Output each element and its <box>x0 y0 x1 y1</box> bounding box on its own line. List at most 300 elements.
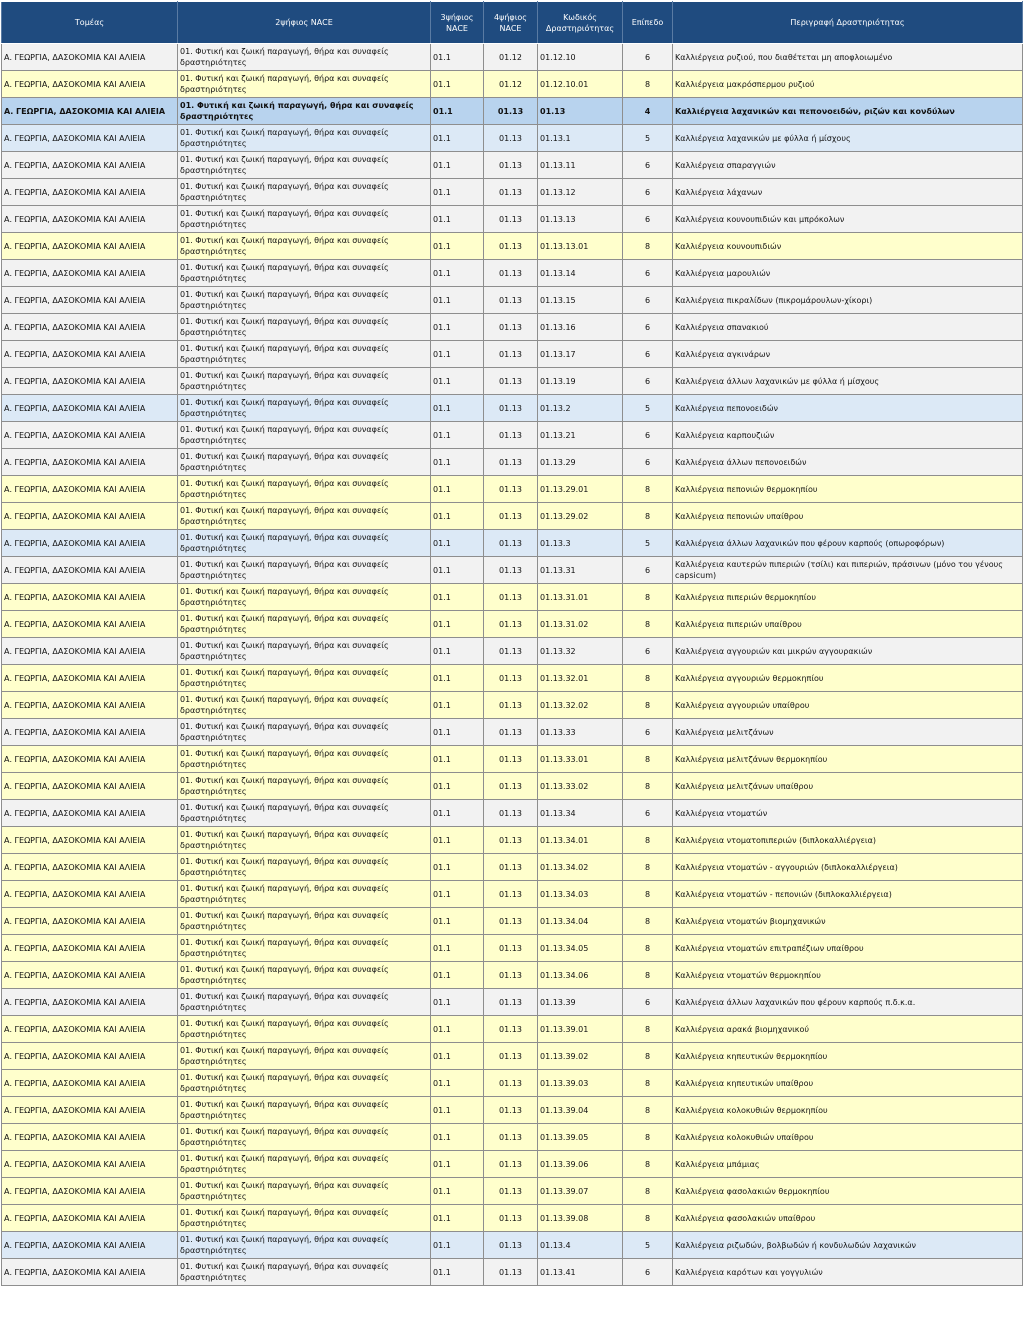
cell-sector[interactable]: Α. ΓΕΩΡΓΙΑ, ΔΑΣΟΚΟΜΙΑ ΚΑΙ ΑΛΙΕΙΑ <box>2 665 178 692</box>
cell-description[interactable]: Καλλιέργεια λαχανικών με φύλλα ή μίσχους <box>673 125 1023 152</box>
cell-sector[interactable]: Α. ΓΕΩΡΓΙΑ, ΔΑΣΟΚΟΜΙΑ ΚΑΙ ΑΛΙΕΙΑ <box>2 395 178 422</box>
cell-nace4[interactable]: 01.13 <box>484 449 538 476</box>
cell-level[interactable]: 6 <box>623 287 673 314</box>
cell-nace3[interactable]: 01.1 <box>431 773 484 800</box>
cell-nace4[interactable]: 01.13 <box>484 611 538 638</box>
cell-sector[interactable]: Α. ΓΕΩΡΓΙΑ, ΔΑΣΟΚΟΜΙΑ ΚΑΙ ΑΛΙΕΙΑ <box>2 71 178 98</box>
cell-sector[interactable]: Α. ΓΕΩΡΓΙΑ, ΔΑΣΟΚΟΜΙΑ ΚΑΙ ΑΛΙΕΙΑ <box>2 908 178 935</box>
cell-nace2[interactable]: 01. Φυτική και ζωική παραγωγή, θήρα και συναφείς δραστηριότητες <box>178 584 431 611</box>
cell-sector[interactable]: Α. ΓΕΩΡΓΙΑ, ΔΑΣΟΚΟΜΙΑ ΚΑΙ ΑΛΙΕΙΑ <box>2 773 178 800</box>
cell-level[interactable]: 5 <box>623 395 673 422</box>
cell-nace2[interactable]: 01. Φυτική και ζωική παραγωγή, θήρα και συναφείς δραστηριότητες <box>178 854 431 881</box>
cell-sector[interactable]: Α. ΓΕΩΡΓΙΑ, ΔΑΣΟΚΟΜΙΑ ΚΑΙ ΑΛΙΕΙΑ <box>2 1070 178 1097</box>
cell-nace4[interactable]: 01.13 <box>484 719 538 746</box>
cell-sector[interactable]: Α. ΓΕΩΡΓΙΑ, ΔΑΣΟΚΟΜΙΑ ΚΑΙ ΑΛΙΕΙΑ <box>2 98 178 125</box>
cell-code[interactable]: 01.13.34.01 <box>538 827 623 854</box>
cell-level[interactable]: 6 <box>623 260 673 287</box>
cell-level[interactable]: 8 <box>623 1097 673 1124</box>
cell-nace3[interactable]: 01.1 <box>431 692 484 719</box>
table-row[interactable] <box>2 719 1023 746</box>
cell-description[interactable]: Καλλιέργεια μπάμιας <box>673 1151 1023 1178</box>
cell-description[interactable]: Καλλιέργεια πεπονιών θερμοκηπίου <box>673 476 1023 503</box>
cell-code[interactable]: 01.13.13.01 <box>538 233 623 260</box>
cell-code[interactable]: 01.13.39.04 <box>538 1097 623 1124</box>
cell-sector[interactable]: Α. ΓΕΩΡΓΙΑ, ΔΑΣΟΚΟΜΙΑ ΚΑΙ ΑΛΙΕΙΑ <box>2 179 178 206</box>
cell-nace3[interactable]: 01.1 <box>431 1124 484 1151</box>
cell-nace4[interactable]: 01.12 <box>484 44 538 71</box>
cell-nace2[interactable]: 01. Φυτική και ζωική παραγωγή, θήρα και συναφείς δραστηριότητες <box>178 125 431 152</box>
cell-nace2[interactable]: 01. Φυτική και ζωική παραγωγή, θήρα και συναφείς δραστηριότητες <box>178 827 431 854</box>
cell-code[interactable]: 01.13.39.07 <box>538 1178 623 1205</box>
table-row[interactable] <box>2 557 1023 584</box>
cell-nace4[interactable]: 01.13 <box>484 98 538 125</box>
cell-sector[interactable]: Α. ΓΕΩΡΓΙΑ, ΔΑΣΟΚΟΜΙΑ ΚΑΙ ΑΛΙΕΙΑ <box>2 368 178 395</box>
cell-description[interactable]: Καλλιέργεια αγκινάρων <box>673 341 1023 368</box>
table-row[interactable] <box>2 341 1023 368</box>
cell-level[interactable]: 8 <box>623 962 673 989</box>
cell-nace4[interactable]: 01.13 <box>484 1178 538 1205</box>
cell-nace2[interactable]: 01. Φυτική και ζωική παραγωγή, θήρα και συναφείς δραστηριότητες <box>178 935 431 962</box>
cell-description[interactable]: Καλλιέργεια σπαραγγιών <box>673 152 1023 179</box>
cell-level[interactable]: 8 <box>623 692 673 719</box>
cell-code[interactable]: 01.13.32.02 <box>538 692 623 719</box>
table-row[interactable] <box>2 503 1023 530</box>
cell-nace4[interactable]: 01.13 <box>484 935 538 962</box>
cell-nace2[interactable]: 01. Φυτική και ζωική παραγωγή, θήρα και συναφείς δραστηριότητες <box>178 1016 431 1043</box>
cell-nace4[interactable]: 01.13 <box>484 530 538 557</box>
table-row[interactable] <box>2 827 1023 854</box>
cell-code[interactable]: 01.13.29 <box>538 449 623 476</box>
cell-code[interactable]: 01.13.31 <box>538 557 623 584</box>
cell-nace4[interactable]: 01.13 <box>484 557 538 584</box>
table-row[interactable] <box>2 1232 1023 1259</box>
cell-sector[interactable]: Α. ΓΕΩΡΓΙΑ, ΔΑΣΟΚΟΜΙΑ ΚΑΙ ΑΛΙΕΙΑ <box>2 314 178 341</box>
cell-level[interactable]: 8 <box>623 1124 673 1151</box>
cell-nace4[interactable]: 01.13 <box>484 989 538 1016</box>
cell-description[interactable]: Καλλιέργεια άλλων λαχανικών που φέρουν καρπούς π.δ.κ.α. <box>673 989 1023 1016</box>
cell-level[interactable]: 8 <box>623 233 673 260</box>
cell-code[interactable]: 01.13.39.06 <box>538 1151 623 1178</box>
cell-nace4[interactable]: 01.13 <box>484 476 538 503</box>
cell-code[interactable]: 01.13.34.03 <box>538 881 623 908</box>
cell-sector[interactable]: Α. ΓΕΩΡΓΙΑ, ΔΑΣΟΚΟΜΙΑ ΚΑΙ ΑΛΙΕΙΑ <box>2 1232 178 1259</box>
cell-code[interactable]: 01.13.32 <box>538 638 623 665</box>
cell-nace2[interactable]: 01. Φυτική και ζωική παραγωγή, θήρα και συναφείς δραστηριότητες <box>178 179 431 206</box>
cell-nace3[interactable]: 01.1 <box>431 476 484 503</box>
cell-description[interactable]: Καλλιέργεια άλλων λαχανικών που φέρουν καρπούς (οπωροφόρων) <box>673 530 1023 557</box>
cell-level[interactable]: 6 <box>623 44 673 71</box>
table-row[interactable] <box>2 395 1023 422</box>
cell-nace3[interactable]: 01.1 <box>431 125 484 152</box>
table-row[interactable] <box>2 233 1023 260</box>
table-row[interactable] <box>2 71 1023 98</box>
cell-code[interactable]: 01.13.17 <box>538 341 623 368</box>
cell-nace2[interactable]: 01. Φυτική και ζωική παραγωγή, θήρα και συναφείς δραστηριότητες <box>178 962 431 989</box>
cell-code[interactable]: 01.13.39.05 <box>538 1124 623 1151</box>
cell-description[interactable]: Καλλιέργεια ρυζιού, που διαθέτεται μη αποφλοιωμένο <box>673 44 1023 71</box>
cell-sector[interactable]: Α. ΓΕΩΡΓΙΑ, ΔΑΣΟΚΟΜΙΑ ΚΑΙ ΑΛΙΕΙΑ <box>2 422 178 449</box>
cell-level[interactable]: 8 <box>623 908 673 935</box>
cell-nace4[interactable]: 01.13 <box>484 395 538 422</box>
cell-nace2[interactable]: 01. Φυτική και ζωική παραγωγή, θήρα και συναφείς δραστηριότητες <box>178 395 431 422</box>
cell-code[interactable]: 01.13.21 <box>538 422 623 449</box>
cell-nace3[interactable]: 01.1 <box>431 287 484 314</box>
cell-nace2[interactable]: 01. Φυτική και ζωική παραγωγή, θήρα και συναφείς δραστηριότητες <box>178 1124 431 1151</box>
cell-level[interactable]: 6 <box>623 557 673 584</box>
cell-nace4[interactable]: 01.13 <box>484 1259 538 1286</box>
cell-nace3[interactable]: 01.1 <box>431 530 484 557</box>
cell-level[interactable]: 6 <box>623 179 673 206</box>
cell-nace4[interactable]: 01.13 <box>484 1151 538 1178</box>
cell-code[interactable]: 01.13.31.02 <box>538 611 623 638</box>
cell-level[interactable]: 8 <box>623 935 673 962</box>
cell-sector[interactable]: Α. ΓΕΩΡΓΙΑ, ΔΑΣΟΚΟΜΙΑ ΚΑΙ ΑΛΙΕΙΑ <box>2 827 178 854</box>
table-row[interactable] <box>2 287 1023 314</box>
cell-sector[interactable]: Α. ΓΕΩΡΓΙΑ, ΔΑΣΟΚΟΜΙΑ ΚΑΙ ΑΛΙΕΙΑ <box>2 1151 178 1178</box>
cell-description[interactable]: Καλλιέργεια αγγουριών θερμοκηπίου <box>673 665 1023 692</box>
cell-code[interactable]: 01.13.39.03 <box>538 1070 623 1097</box>
cell-level[interactable]: 6 <box>623 638 673 665</box>
cell-nace4[interactable]: 01.13 <box>484 908 538 935</box>
cell-description[interactable]: Καλλιέργεια ντοματών θερμοκηπίου <box>673 962 1023 989</box>
cell-code[interactable]: 01.12.10 <box>538 44 623 71</box>
cell-nace3[interactable]: 01.1 <box>431 368 484 395</box>
cell-description[interactable]: Καλλιέργεια σπανακιού <box>673 314 1023 341</box>
cell-code[interactable]: 01.13.19 <box>538 368 623 395</box>
cell-description[interactable]: Καλλιέργεια λάχανων <box>673 179 1023 206</box>
cell-description[interactable]: Καλλιέργεια κουνουπιδιών <box>673 233 1023 260</box>
cell-level[interactable]: 6 <box>623 341 673 368</box>
cell-nace3[interactable]: 01.1 <box>431 746 484 773</box>
cell-description[interactable]: Καλλιέργεια μαρουλιών <box>673 260 1023 287</box>
cell-nace4[interactable]: 01.13 <box>484 1043 538 1070</box>
cell-description[interactable]: Καλλιέργεια καρπουζιών <box>673 422 1023 449</box>
cell-level[interactable]: 8 <box>623 881 673 908</box>
cell-sector[interactable]: Α. ΓΕΩΡΓΙΑ, ΔΑΣΟΚΟΜΙΑ ΚΑΙ ΑΛΙΕΙΑ <box>2 44 178 71</box>
cell-description[interactable]: Καλλιέργεια κηπευτικών υπαίθρου <box>673 1070 1023 1097</box>
cell-description[interactable]: Καλλιέργεια μελιτζάνων υπαίθρου <box>673 773 1023 800</box>
col-header-code[interactable]: Κωδικός Δραστηριότητας <box>538 2 623 44</box>
table-row[interactable] <box>2 44 1023 71</box>
table-row[interactable] <box>2 800 1023 827</box>
cell-nace4[interactable]: 01.13 <box>484 341 538 368</box>
cell-level[interactable]: 6 <box>623 314 673 341</box>
cell-nace3[interactable]: 01.1 <box>431 1232 484 1259</box>
cell-level[interactable]: 6 <box>623 449 673 476</box>
cell-sector[interactable]: Α. ΓΕΩΡΓΙΑ, ΔΑΣΟΚΟΜΙΑ ΚΑΙ ΑΛΙΕΙΑ <box>2 152 178 179</box>
table-row[interactable] <box>2 422 1023 449</box>
cell-nace4[interactable]: 01.13 <box>484 800 538 827</box>
cell-sector[interactable]: Α. ΓΕΩΡΓΙΑ, ΔΑΣΟΚΟΜΙΑ ΚΑΙ ΑΛΙΕΙΑ <box>2 287 178 314</box>
table-row[interactable] <box>2 179 1023 206</box>
cell-description[interactable]: Καλλιέργεια αγγουριών και μικρών αγγουρακιών <box>673 638 1023 665</box>
cell-nace3[interactable]: 01.1 <box>431 449 484 476</box>
cell-nace4[interactable]: 01.13 <box>484 1124 538 1151</box>
table-row[interactable] <box>2 1043 1023 1070</box>
cell-nace2[interactable]: 01. Φυτική και ζωική παραγωγή, θήρα και συναφείς δραστηριότητες <box>178 638 431 665</box>
cell-nace2[interactable]: 01. Φυτική και ζωική παραγωγή, θήρα και συναφείς δραστηριότητες <box>178 1151 431 1178</box>
cell-nace3[interactable]: 01.1 <box>431 233 484 260</box>
cell-nace4[interactable]: 01.13 <box>484 584 538 611</box>
cell-level[interactable]: 8 <box>623 584 673 611</box>
cell-level[interactable]: 8 <box>623 665 673 692</box>
cell-sector[interactable]: Α. ΓΕΩΡΓΙΑ, ΔΑΣΟΚΟΜΙΑ ΚΑΙ ΑΛΙΕΙΑ <box>2 503 178 530</box>
cell-nace3[interactable]: 01.1 <box>431 341 484 368</box>
cell-nace4[interactable]: 01.13 <box>484 1070 538 1097</box>
cell-nace2[interactable]: 01. Φυτική και ζωική παραγωγή, θήρα και συναφείς δραστηριότητες <box>178 746 431 773</box>
table-row[interactable] <box>2 1205 1023 1232</box>
table-row[interactable] <box>2 314 1023 341</box>
cell-nace3[interactable]: 01.1 <box>431 71 484 98</box>
cell-level[interactable]: 8 <box>623 854 673 881</box>
cell-sector[interactable]: Α. ΓΕΩΡΓΙΑ, ΔΑΣΟΚΟΜΙΑ ΚΑΙ ΑΛΙΕΙΑ <box>2 476 178 503</box>
cell-description[interactable]: Καλλιέργεια άλλων λαχανικών με φύλλα ή μίσχους <box>673 368 1023 395</box>
cell-description[interactable]: Καλλιέργεια καυτερών πιπεριών (τσίλι) και πιπεριών, πράσινων (μόνο του γένους capsicum) <box>673 557 1023 584</box>
cell-code[interactable]: 01.13.12 <box>538 179 623 206</box>
cell-code[interactable]: 01.13.34.06 <box>538 962 623 989</box>
cell-nace4[interactable]: 01.13 <box>484 260 538 287</box>
cell-nace3[interactable]: 01.1 <box>431 1151 484 1178</box>
cell-sector[interactable]: Α. ΓΕΩΡΓΙΑ, ΔΑΣΟΚΟΜΙΑ ΚΑΙ ΑΛΙΕΙΑ <box>2 233 178 260</box>
cell-nace4[interactable]: 01.13 <box>484 125 538 152</box>
cell-nace2[interactable]: 01. Φυτική και ζωική παραγωγή, θήρα και συναφείς δραστηριότητες <box>178 233 431 260</box>
col-header-level[interactable]: Επίπεδο <box>623 2 673 44</box>
cell-nace4[interactable]: 01.13 <box>484 638 538 665</box>
cell-nace3[interactable]: 01.1 <box>431 98 484 125</box>
cell-nace2[interactable]: 01. Φυτική και ζωική παραγωγή, θήρα και συναφείς δραστηριότητες <box>178 314 431 341</box>
cell-nace3[interactable]: 01.1 <box>431 206 484 233</box>
cell-description[interactable]: Καλλιέργεια ντοματών επιτραπέζιων υπαίθρου <box>673 935 1023 962</box>
cell-level[interactable]: 8 <box>623 1043 673 1070</box>
cell-description[interactable]: Καλλιέργεια πιπεριών υπαίθρου <box>673 611 1023 638</box>
cell-code[interactable]: 01.13.34.05 <box>538 935 623 962</box>
cell-level[interactable]: 8 <box>623 773 673 800</box>
cell-level[interactable]: 8 <box>623 1016 673 1043</box>
cell-description[interactable]: Καλλιέργεια κουνουπιδιών και μπρόκολων <box>673 206 1023 233</box>
cell-nace2[interactable]: 01. Φυτική και ζωική παραγωγή, θήρα και συναφείς δραστηριότητες <box>178 692 431 719</box>
cell-description[interactable]: Καλλιέργεια πιπεριών θερμοκηπίου <box>673 584 1023 611</box>
table-row[interactable] <box>2 989 1023 1016</box>
cell-nace4[interactable]: 01.13 <box>484 773 538 800</box>
cell-nace4[interactable]: 01.13 <box>484 179 538 206</box>
cell-description[interactable]: Καλλιέργεια ντοματών βιομηχανικών <box>673 908 1023 935</box>
table-row[interactable] <box>2 1124 1023 1151</box>
cell-sector[interactable]: Α. ΓΕΩΡΓΙΑ, ΔΑΣΟΚΟΜΙΑ ΚΑΙ ΑΛΙΕΙΑ <box>2 1016 178 1043</box>
table-row[interactable] <box>2 1178 1023 1205</box>
cell-code[interactable]: 01.13.15 <box>538 287 623 314</box>
cell-level[interactable]: 6 <box>623 989 673 1016</box>
table-row[interactable] <box>2 962 1023 989</box>
table-row[interactable] <box>2 935 1023 962</box>
cell-nace4[interactable]: 01.13 <box>484 665 538 692</box>
cell-level[interactable]: 5 <box>623 125 673 152</box>
cell-description[interactable]: Καλλιέργεια ντοματών - αγγουριών (διπλοκαλλιέργεια) <box>673 854 1023 881</box>
cell-nace2[interactable]: 01. Φυτική και ζωική παραγωγή, θήρα και συναφείς δραστηριότητες <box>178 287 431 314</box>
cell-sector[interactable]: Α. ΓΕΩΡΓΙΑ, ΔΑΣΟΚΟΜΙΑ ΚΑΙ ΑΛΙΕΙΑ <box>2 611 178 638</box>
cell-description[interactable]: Καλλιέργεια άλλων πεπονοειδών <box>673 449 1023 476</box>
cell-nace3[interactable]: 01.1 <box>431 800 484 827</box>
cell-sector[interactable]: Α. ΓΕΩΡΓΙΑ, ΔΑΣΟΚΟΜΙΑ ΚΑΙ ΑΛΙΕΙΑ <box>2 989 178 1016</box>
cell-description[interactable]: Καλλιέργεια φασολακιών υπαίθρου <box>673 1205 1023 1232</box>
cell-description[interactable]: Καλλιέργεια ντοματών - πεπονιών (διπλοκαλλιέργεια) <box>673 881 1023 908</box>
table-row[interactable] <box>2 152 1023 179</box>
cell-nace3[interactable]: 01.1 <box>431 503 484 530</box>
cell-sector[interactable]: Α. ΓΕΩΡΓΙΑ, ΔΑΣΟΚΟΜΙΑ ΚΑΙ ΑΛΙΕΙΑ <box>2 1043 178 1070</box>
cell-nace2[interactable]: 01. Φυτική και ζωική παραγωγή, θήρα και συναφείς δραστηριότητες <box>178 98 431 125</box>
cell-nace2[interactable]: 01. Φυτική και ζωική παραγωγή, θήρα και συναφείς δραστηριότητες <box>178 665 431 692</box>
cell-code[interactable]: 01.13.16 <box>538 314 623 341</box>
cell-description[interactable]: Καλλιέργεια πεπονιών υπαίθρου <box>673 503 1023 530</box>
table-row[interactable] <box>2 881 1023 908</box>
cell-nace4[interactable]: 01.13 <box>484 881 538 908</box>
cell-sector[interactable]: Α. ΓΕΩΡΓΙΑ, ΔΑΣΟΚΟΜΙΑ ΚΑΙ ΑΛΙΕΙΑ <box>2 1178 178 1205</box>
cell-nace3[interactable]: 01.1 <box>431 989 484 1016</box>
cell-nace3[interactable]: 01.1 <box>431 1070 484 1097</box>
table-row[interactable] <box>2 530 1023 557</box>
cell-nace4[interactable]: 01.13 <box>484 206 538 233</box>
cell-sector[interactable]: Α. ΓΕΩΡΓΙΑ, ΔΑΣΟΚΟΜΙΑ ΚΑΙ ΑΛΙΕΙΑ <box>2 692 178 719</box>
table-row[interactable] <box>2 746 1023 773</box>
cell-sector[interactable]: Α. ΓΕΩΡΓΙΑ, ΔΑΣΟΚΟΜΙΑ ΚΑΙ ΑΛΙΕΙΑ <box>2 449 178 476</box>
cell-description[interactable]: Καλλιέργεια πικραλίδων (πικρομάρουλων-χίκορι) <box>673 287 1023 314</box>
cell-nace3[interactable]: 01.1 <box>431 827 484 854</box>
cell-nace4[interactable]: 01.13 <box>484 827 538 854</box>
cell-nace3[interactable]: 01.1 <box>431 1043 484 1070</box>
cell-code[interactable]: 01.13.39.08 <box>538 1205 623 1232</box>
cell-nace3[interactable]: 01.1 <box>431 638 484 665</box>
cell-nace4[interactable]: 01.13 <box>484 287 538 314</box>
cell-level[interactable]: 8 <box>623 746 673 773</box>
cell-code[interactable]: 01.13.29.01 <box>538 476 623 503</box>
cell-nace4[interactable]: 01.12 <box>484 71 538 98</box>
cell-description[interactable]: Καλλιέργεια μελιτζάνων θερμοκηπίου <box>673 746 1023 773</box>
table-row[interactable] <box>2 476 1023 503</box>
table-row[interactable] <box>2 908 1023 935</box>
cell-description[interactable]: Καλλιέργεια πεπονοειδών <box>673 395 1023 422</box>
table-row[interactable] <box>2 692 1023 719</box>
cell-code[interactable]: 01.13.11 <box>538 152 623 179</box>
cell-code[interactable]: 01.13.34.02 <box>538 854 623 881</box>
cell-nace4[interactable]: 01.13 <box>484 503 538 530</box>
cell-code[interactable]: 01.13.3 <box>538 530 623 557</box>
cell-sector[interactable]: Α. ΓΕΩΡΓΙΑ, ΔΑΣΟΚΟΜΙΑ ΚΑΙ ΑΛΙΕΙΑ <box>2 1097 178 1124</box>
cell-nace4[interactable]: 01.13 <box>484 422 538 449</box>
cell-code[interactable]: 01.13.39 <box>538 989 623 1016</box>
cell-nace2[interactable]: 01. Φυτική και ζωική παραγωγή, θήρα και συναφείς δραστηριότητες <box>178 773 431 800</box>
cell-description[interactable]: Καλλιέργεια κηπευτικών θερμοκηπίου <box>673 1043 1023 1070</box>
cell-sector[interactable]: Α. ΓΕΩΡΓΙΑ, ΔΑΣΟΚΟΜΙΑ ΚΑΙ ΑΛΙΕΙΑ <box>2 1124 178 1151</box>
cell-nace3[interactable]: 01.1 <box>431 854 484 881</box>
cell-sector[interactable]: Α. ΓΕΩΡΓΙΑ, ΔΑΣΟΚΟΜΙΑ ΚΑΙ ΑΛΙΕΙΑ <box>2 719 178 746</box>
cell-level[interactable]: 8 <box>623 827 673 854</box>
cell-nace2[interactable]: 01. Φυτική και ζωική παραγωγή, θήρα και συναφείς δραστηριότητες <box>178 341 431 368</box>
cell-level[interactable]: 6 <box>623 800 673 827</box>
cell-code[interactable]: 01.13.39.01 <box>538 1016 623 1043</box>
cell-nace3[interactable]: 01.1 <box>431 1205 484 1232</box>
cell-nace3[interactable]: 01.1 <box>431 908 484 935</box>
cell-nace2[interactable]: 01. Φυτική και ζωική παραγωγή, θήρα και συναφείς δραστηριότητες <box>178 152 431 179</box>
cell-code[interactable]: 01.12.10.01 <box>538 71 623 98</box>
cell-level[interactable]: 8 <box>623 1178 673 1205</box>
cell-level[interactable]: 6 <box>623 206 673 233</box>
cell-level[interactable]: 4 <box>623 98 673 125</box>
cell-description[interactable]: Καλλιέργεια μελιτζάνων <box>673 719 1023 746</box>
cell-nace4[interactable]: 01.13 <box>484 854 538 881</box>
table-row[interactable] <box>2 665 1023 692</box>
cell-nace3[interactable]: 01.1 <box>431 395 484 422</box>
cell-sector[interactable]: Α. ΓΕΩΡΓΙΑ, ΔΑΣΟΚΟΜΙΑ ΚΑΙ ΑΛΙΕΙΑ <box>2 206 178 233</box>
cell-nace4[interactable]: 01.13 <box>484 1205 538 1232</box>
cell-level[interactable]: 5 <box>623 530 673 557</box>
cell-sector[interactable]: Α. ΓΕΩΡΓΙΑ, ΔΑΣΟΚΟΜΙΑ ΚΑΙ ΑΛΙΕΙΑ <box>2 962 178 989</box>
col-header-description[interactable]: Περιγραφή Δραστηριότητας <box>673 2 1023 44</box>
table-row[interactable] <box>2 611 1023 638</box>
cell-sector[interactable]: Α. ΓΕΩΡΓΙΑ, ΔΑΣΟΚΟΜΙΑ ΚΑΙ ΑΛΙΕΙΑ <box>2 125 178 152</box>
cell-level[interactable]: 6 <box>623 719 673 746</box>
cell-code[interactable]: 01.13.13 <box>538 206 623 233</box>
cell-level[interactable]: 8 <box>623 1151 673 1178</box>
cell-nace2[interactable]: 01. Φυτική και ζωική παραγωγή, θήρα και συναφείς δραστηριότητες <box>178 800 431 827</box>
table-row[interactable] <box>2 125 1023 152</box>
cell-nace3[interactable]: 01.1 <box>431 665 484 692</box>
cell-nace3[interactable]: 01.1 <box>431 260 484 287</box>
cell-nace3[interactable]: 01.1 <box>431 962 484 989</box>
table-row[interactable] <box>2 368 1023 395</box>
cell-nace3[interactable]: 01.1 <box>431 44 484 71</box>
cell-nace4[interactable]: 01.13 <box>484 314 538 341</box>
cell-nace2[interactable]: 01. Φυτική και ζωική παραγωγή, θήρα και συναφείς δραστηριότητες <box>178 260 431 287</box>
cell-level[interactable]: 8 <box>623 71 673 98</box>
cell-code[interactable]: 01.13.32.01 <box>538 665 623 692</box>
cell-nace4[interactable]: 01.13 <box>484 746 538 773</box>
table-row[interactable] <box>2 1259 1023 1286</box>
cell-nace3[interactable]: 01.1 <box>431 1178 484 1205</box>
table-row[interactable] <box>2 1151 1023 1178</box>
cell-description[interactable]: Καλλιέργεια καρότων και γογγυλιών <box>673 1259 1023 1286</box>
cell-code[interactable]: 01.13.14 <box>538 260 623 287</box>
cell-description[interactable]: Καλλιέργεια κολοκυθιών υπαίθρου <box>673 1124 1023 1151</box>
cell-nace3[interactable]: 01.1 <box>431 179 484 206</box>
cell-sector[interactable]: Α. ΓΕΩΡΓΙΑ, ΔΑΣΟΚΟΜΙΑ ΚΑΙ ΑΛΙΕΙΑ <box>2 881 178 908</box>
cell-nace2[interactable]: 01. Φυτική και ζωική παραγωγή, θήρα και συναφείς δραστηριότητες <box>178 449 431 476</box>
cell-sector[interactable]: Α. ΓΕΩΡΓΙΑ, ΔΑΣΟΚΟΜΙΑ ΚΑΙ ΑΛΙΕΙΑ <box>2 638 178 665</box>
cell-nace2[interactable]: 01. Φυτική και ζωική παραγωγή, θήρα και συναφείς δραστηριότητες <box>178 1043 431 1070</box>
cell-level[interactable]: 5 <box>623 1232 673 1259</box>
cell-sector[interactable]: Α. ΓΕΩΡΓΙΑ, ΔΑΣΟΚΟΜΙΑ ΚΑΙ ΑΛΙΕΙΑ <box>2 584 178 611</box>
cell-nace3[interactable]: 01.1 <box>431 719 484 746</box>
cell-nace3[interactable]: 01.1 <box>431 314 484 341</box>
table-row[interactable] <box>2 260 1023 287</box>
cell-level[interactable]: 6 <box>623 152 673 179</box>
cell-nace3[interactable]: 01.1 <box>431 557 484 584</box>
cell-code[interactable]: 01.13.33.02 <box>538 773 623 800</box>
cell-level[interactable]: 8 <box>623 1070 673 1097</box>
cell-code[interactable]: 01.13.29.02 <box>538 503 623 530</box>
cell-code[interactable]: 01.13.2 <box>538 395 623 422</box>
cell-code[interactable]: 01.13.33 <box>538 719 623 746</box>
cell-nace2[interactable]: 01. Φυτική και ζωική παραγωγή, θήρα και συναφείς δραστηριότητες <box>178 557 431 584</box>
cell-description[interactable]: Καλλιέργεια λαχανικών και πεπονοειδών, ριζών και κονδύλων <box>673 98 1023 125</box>
cell-nace2[interactable]: 01. Φυτική και ζωική παραγωγή, θήρα και συναφείς δραστηριότητες <box>178 908 431 935</box>
table-row[interactable] <box>2 854 1023 881</box>
cell-nace4[interactable]: 01.13 <box>484 962 538 989</box>
cell-nace2[interactable]: 01. Φυτική και ζωική παραγωγή, θήρα και συναφείς δραστηριότητες <box>178 530 431 557</box>
cell-description[interactable]: Καλλιέργεια ντοματών <box>673 800 1023 827</box>
cell-nace2[interactable]: 01. Φυτική και ζωική παραγωγή, θήρα και συναφείς δραστηριότητες <box>178 503 431 530</box>
cell-level[interactable]: 8 <box>623 1205 673 1232</box>
cell-sector[interactable]: Α. ΓΕΩΡΓΙΑ, ΔΑΣΟΚΟΜΙΑ ΚΑΙ ΑΛΙΕΙΑ <box>2 557 178 584</box>
cell-nace2[interactable]: 01. Φυτική και ζωική παραγωγή, θήρα και συναφείς δραστηριότητες <box>178 476 431 503</box>
